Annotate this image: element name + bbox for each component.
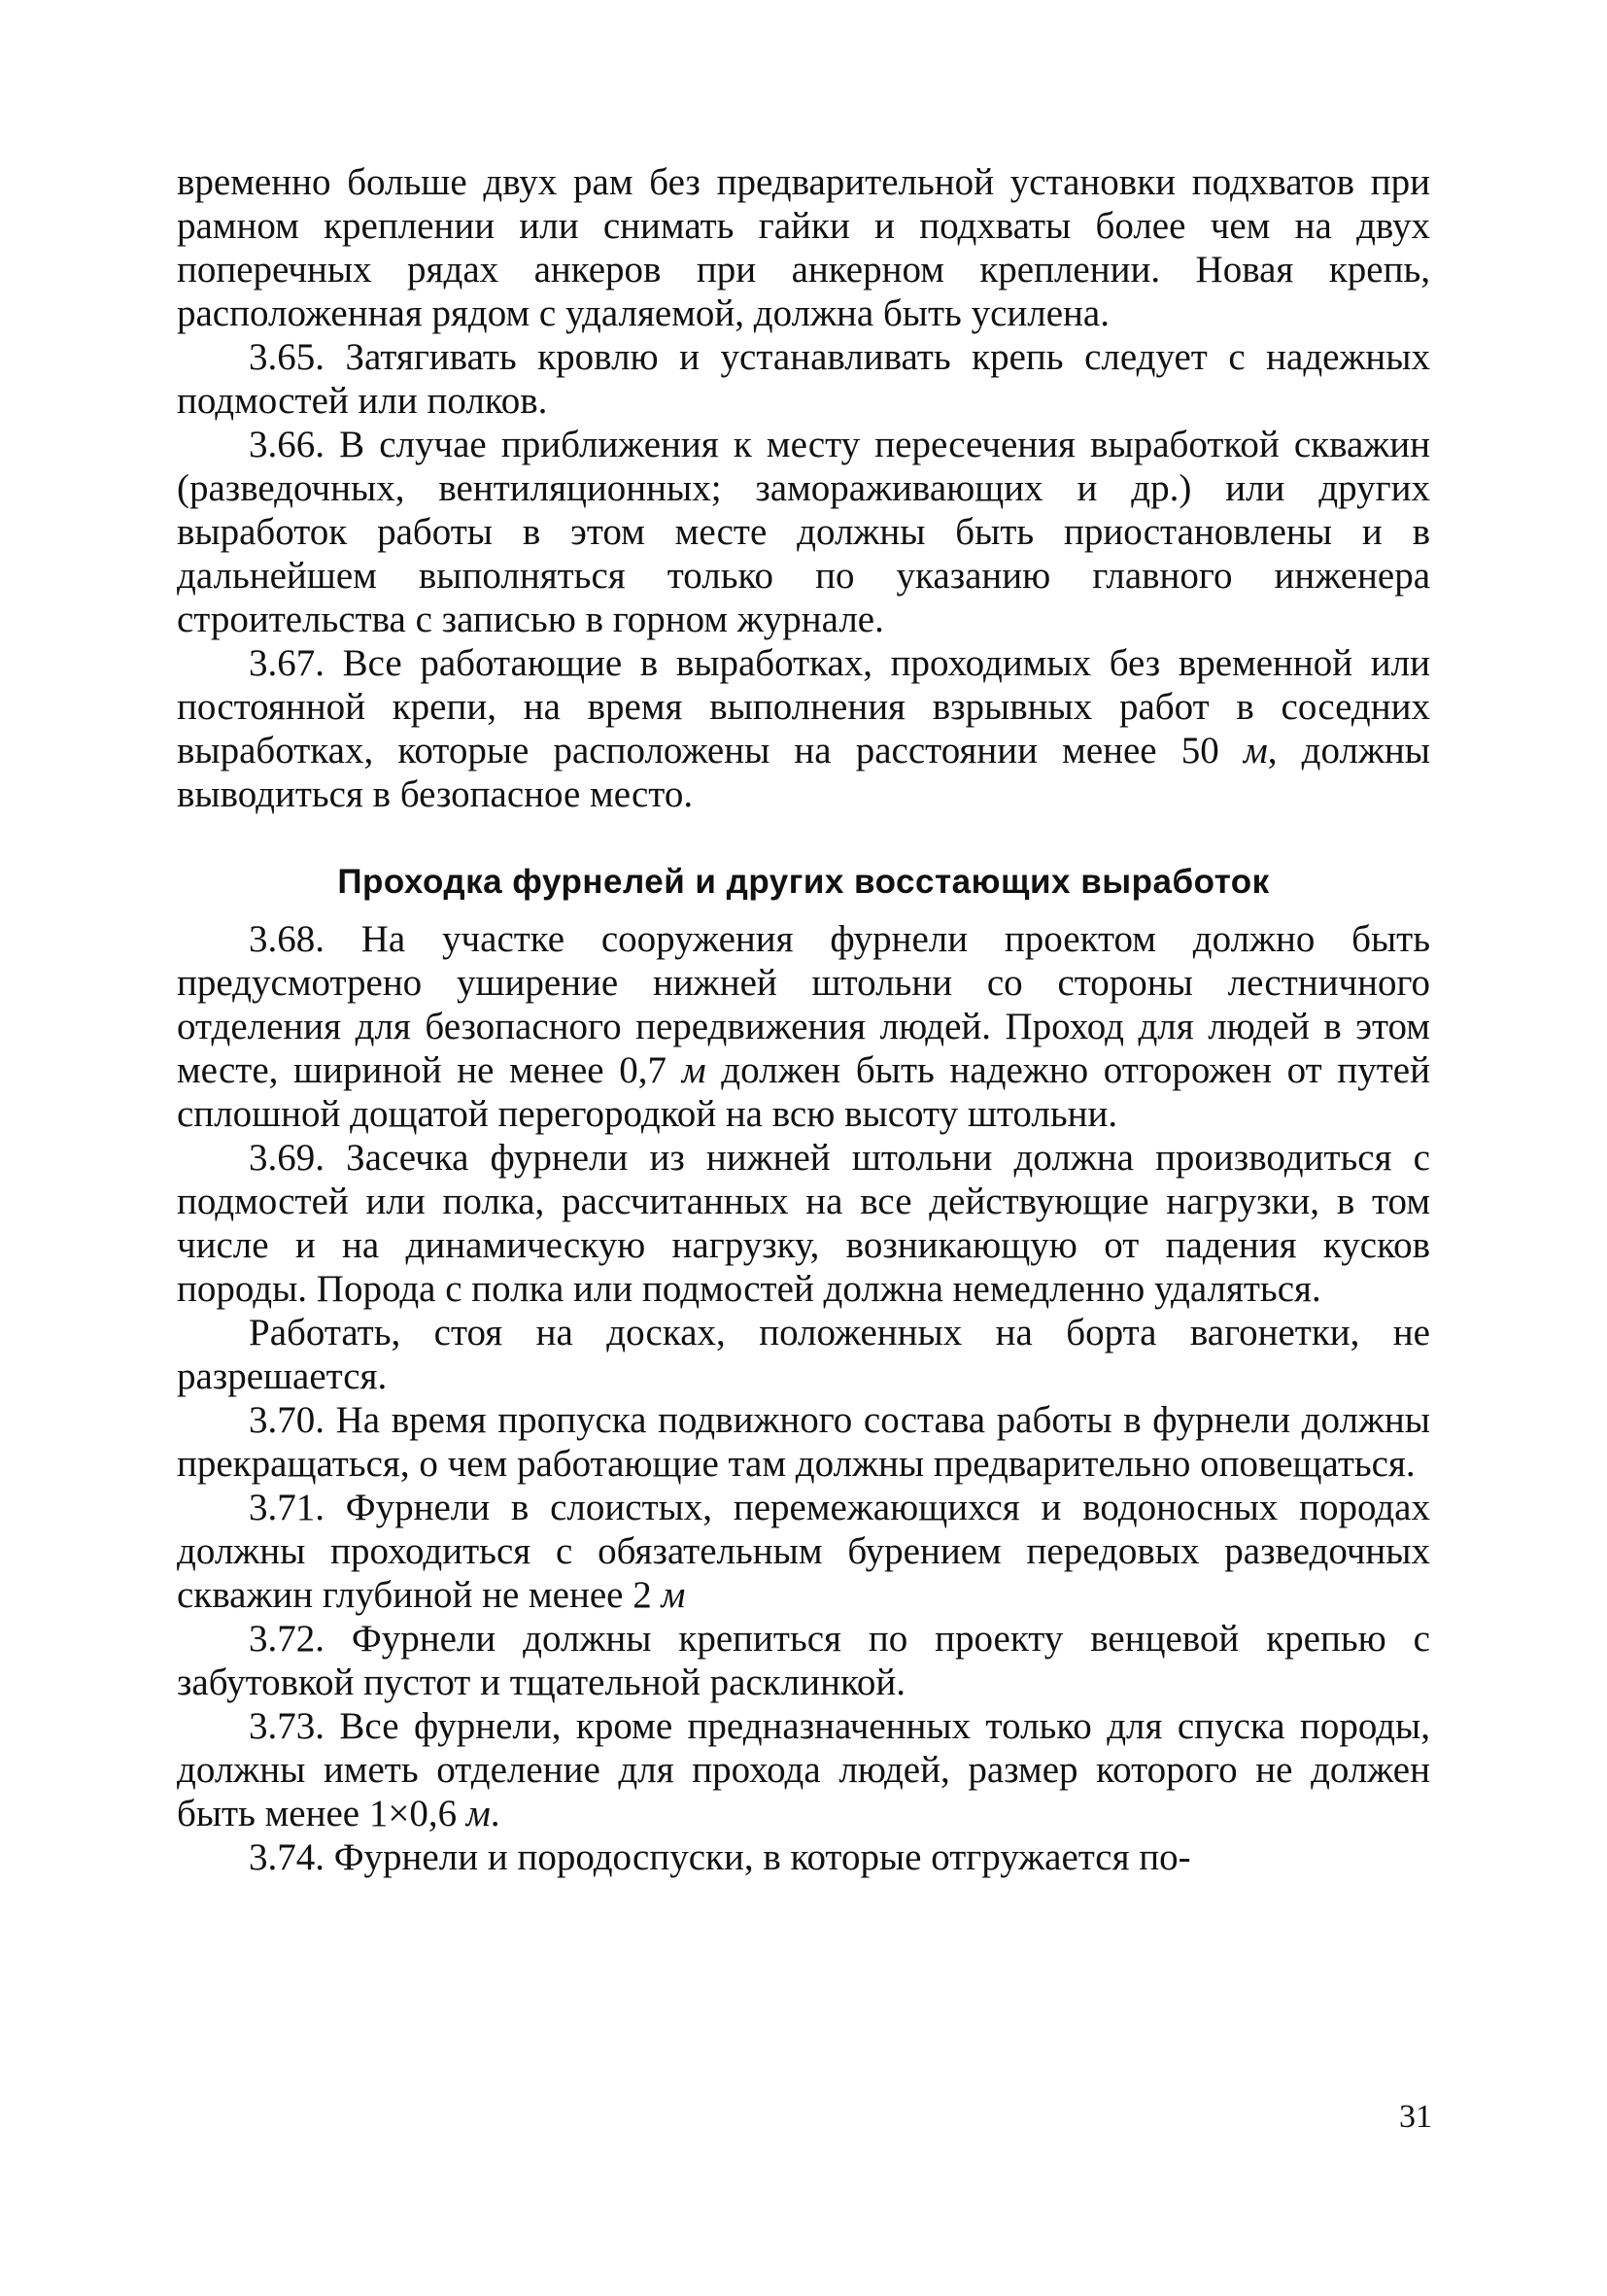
paragraph-3-66: 3.66. В случае приближения к месту пересечения выработкой скважин (разведочных, вентиляционных; замораживающих и др.) или других выработок работы в этом месте должны быть приостановлены и в дальнейшем выполняться только по указанию главного инженера строительства с записью в горном журнале. (177, 424, 1430, 640)
paragraph-3-73-text: 3.73. Все фурнели, кроме предназначенных только для спуска породы, должны иметь отделение для прохода людей, размер которого не должен быть менее 1×0,6 (177, 1705, 1430, 1834)
paragraph-3-74: 3.74. Фурнели и породоспуски, в которые отгружается по- (249, 1836, 1191, 1878)
unit-meter: м (661, 1574, 686, 1616)
paragraph-3-69: 3.69. Засечка фурнели из нижней штольни должна производиться с подмостей или полка, рассчитанных на все действующие нагрузки, в том числе и на динамическую нагрузку, возникающую от падения кусков породы. Порода с полка или подмостей должна немедленно удаляться. (177, 1137, 1430, 1310)
paragraph-3-71-text: 3.71. Фурнели в слоистых, перемежающихся и водоносных породах должны проходиться с обязательным бурением передовых разведочных скважин глубиной не менее 2 (177, 1487, 1430, 1616)
unit-meter: м (681, 1049, 706, 1091)
paragraph-3-68 (177, 917, 1430, 1136)
paragraph-continuation: временно больше двух рам без предварительной установки подхватов при рамном креплении или снимать гайки и подхваты более чем на двух поперечных рядах анкеров при анкерном креплении. Новая крепь, расположенная рядом с удаляемой, должна быть усилена. (177, 161, 1430, 334)
document-page (177, 160, 1430, 1879)
paragraph-3-67 (177, 641, 1430, 816)
paragraph-3-68-text: 3.68. На участке сооружения фурнели проектом должно быть предусмотрено уширение нижней штольни со стороны лестничного отделения для безопасного передвижения людей. Проход для людей в этом месте, шириной не менее 0,7 (177, 918, 1430, 1091)
paragraph-3-70: 3.70. На время пропуска подвижного состава работы в фурнели должны прекращаться, о чем работающие там должны предварительно оповещаться. (177, 1399, 1430, 1485)
paragraph-3-71 (177, 1486, 1430, 1617)
section-heading: Проходка фурнелей и других восстающих выработок (337, 863, 1270, 901)
page-number: 31 (1399, 2099, 1432, 2135)
unit-meter: м (465, 1793, 491, 1834)
paragraph-3-68-tail: должен быть надежно отгорожен от путей сплошной дощатой перегородкой на всю высоту штольни. (177, 1049, 1430, 1135)
paragraph-3-67-text: 3.67. Все работающие в выработках, проходимых без временной или постоянной крепи, на время выполнения взрывных работ в соседних выработках, которые расположены на расстоянии менее 50 (177, 642, 1430, 771)
paragraph-3-72: 3.72. Фурнели должны крепиться по проекту венцевой крепью с забутовкой пустот и тщательной расклинкой. (177, 1618, 1430, 1703)
unit-meter: м (1243, 730, 1268, 771)
paragraph-3-73 (177, 1704, 1430, 1835)
paragraph-3-65: 3.65. Затягивать кровлю и устанавливать крепь следует с надежных подмостей или полков. (177, 336, 1430, 422)
paragraph-3-67-tail: , должны выводиться в безопасное место. (177, 730, 1430, 815)
paragraph-3-73-tail: . (490, 1793, 500, 1834)
paragraph-3-69-continued: Работать, стоя на досках, положенных на борта вагонетки, не разрешается. (177, 1312, 1430, 1397)
